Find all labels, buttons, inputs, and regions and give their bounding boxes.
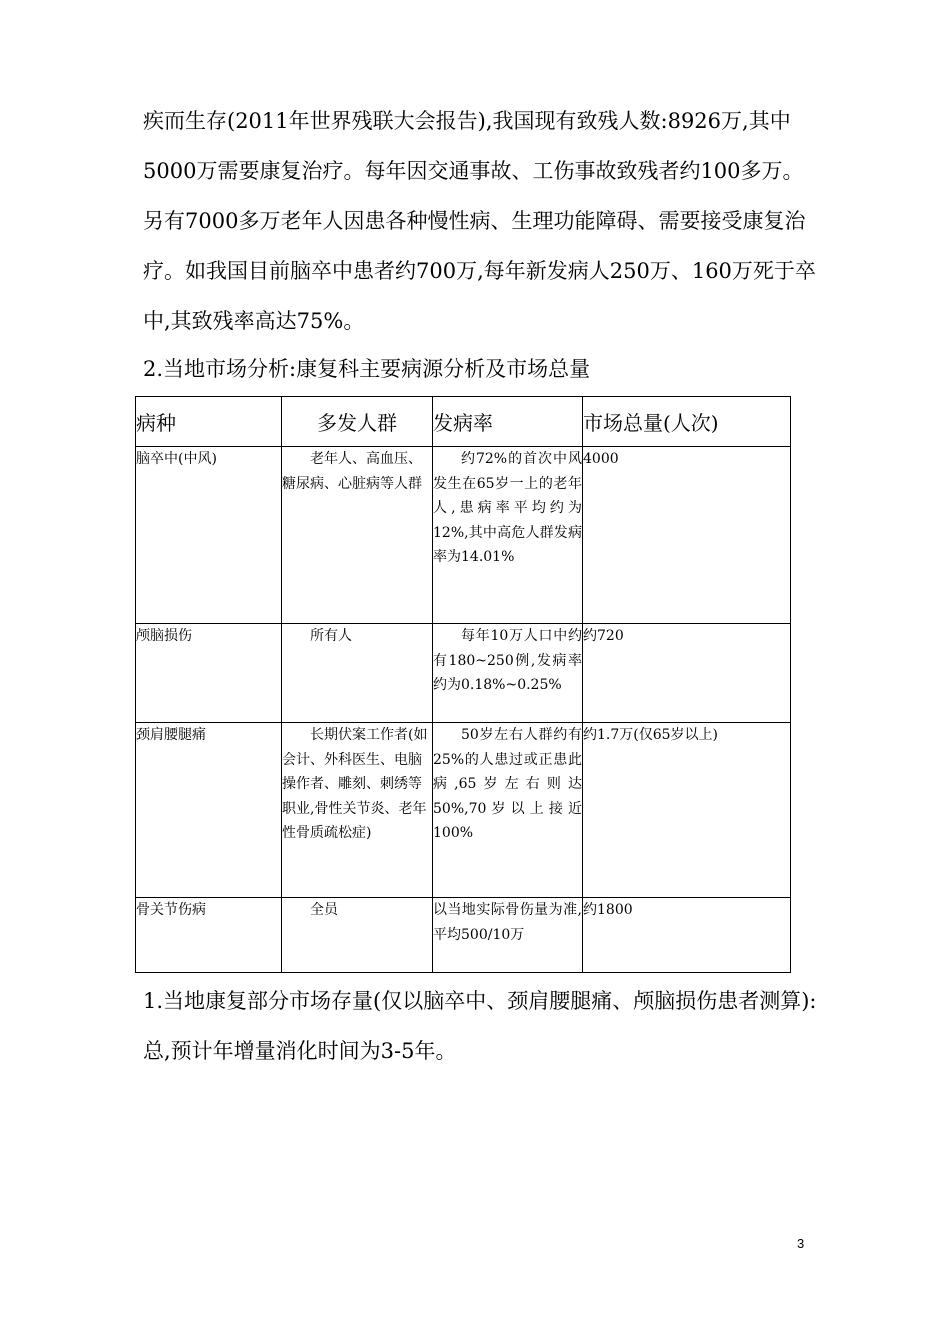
cell-disease: 脑卒中(中风) <box>136 447 282 624</box>
page-number: 3 <box>797 1236 805 1251</box>
body-paragraph-2: 1.当地康复部分市场存量(仅以脑卒中、颈肩腰腿痛、颅脑损伤患者测算):总,预计年增量消化时间为3-5年。 <box>143 989 817 1063</box>
cell-rate: 以当地实际骨伤量为准,平均500/10万 <box>433 898 583 973</box>
header-disease: 病种 <box>136 397 282 447</box>
cell-crowd: 全员 <box>282 898 433 973</box>
cell-total: 约1.7万(仅65岁以上) <box>583 723 791 898</box>
cell-total: 4000 <box>583 447 791 624</box>
cell-crowd: 长期伏案工作者(如会计、外科医生、电脑操作者、雕刻、刺绣等职业,骨性关节炎、老年性骨质疏松症) <box>282 723 433 898</box>
header-crowd: 多发人群 <box>282 397 433 447</box>
header-rate: 发病率 <box>433 397 583 447</box>
cell-disease: 颈肩腰腿痛 <box>136 723 282 898</box>
table-row <box>136 898 791 973</box>
table-header-row <box>136 397 791 447</box>
section-heading: 2.当地市场分析:康复科主要病源分析及市场总量 <box>143 357 591 381</box>
cell-rate: 50岁左右人群约有25%的人患过或正患此病,65岁左右则达50%,70岁以上接近100% <box>433 723 583 898</box>
body-paragraph-1: 疾而生存(2011年世界残联大会报告),我国现有致残人数:8926万,其中5000万需要康复治疗。每年因交通事故、工伤事故致残者约100多万。另有7000多万老年人因患各种慢性病、生理功能障碍、需要接受康复治疗。如我国目前脑卒中患者约700万,每年新发病人250万、160万死于卒中,其致残率高达75%。 <box>143 109 816 333</box>
header-total: 市场总量(人次) <box>583 397 791 447</box>
table-row <box>136 447 791 624</box>
cell-rate: 约72%的首次中风发生在65岁一上的老年人,患病率平均约为12%,其中高危人群发病率为14.01% <box>433 447 583 624</box>
cell-rate: 每年10万人口中约有180~250例,发病率约为0.18%~0.25% <box>433 624 583 723</box>
table-row <box>136 723 791 898</box>
cell-total: 约1800 <box>583 898 791 973</box>
table-row <box>136 624 791 723</box>
cell-disease: 骨关节伤病 <box>136 898 282 973</box>
cell-disease: 颅脑损伤 <box>136 624 282 723</box>
cell-crowd: 所有人 <box>282 624 433 723</box>
market-analysis-table <box>135 396 791 973</box>
cell-total: 约720 <box>583 624 791 723</box>
cell-crowd: 老年人、高血压、糖尿病、心脏病等人群 <box>282 447 433 624</box>
